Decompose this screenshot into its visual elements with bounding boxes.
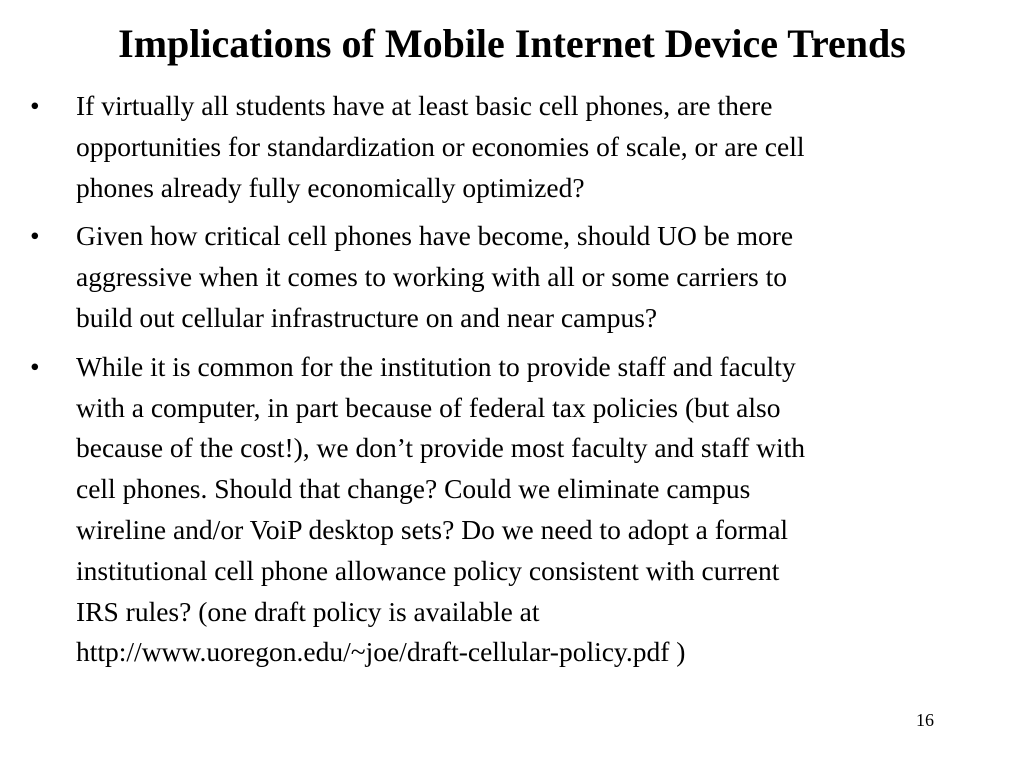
bullet-text-line: cell phones. Should that change? Could we eliminate campus (76, 473, 751, 505)
bullet-text-line: with a computer, in part because of federal tax policies (but also (76, 391, 781, 423)
bullet-text-line: If virtually all students have at least basic cell phones, are there (76, 90, 773, 121)
bullet-text-line: Given how critical cell phones have become, should UO be more (76, 220, 794, 252)
bullet-item-2 (28, 216, 988, 338)
bullet-text-line: While it is common for the institution to provide staff and faculty (76, 350, 796, 382)
bullet-item-1 (28, 86, 988, 208)
page-number: 16 (916, 710, 934, 730)
bullet-text-line: aggressive when it comes to working with all or some carriers to (76, 261, 787, 293)
bullet-text-line: phones already fully economically optimized? (76, 171, 585, 203)
bullet-list (28, 86, 988, 681)
bullet-text-line: build out cellular infrastructure on and near campus? (76, 301, 658, 333)
slide-title: Implications of Mobile Internet Device Trends (118, 21, 906, 66)
bullet-icon: • (30, 90, 40, 121)
bullet-text-line: because of the cost!), we don’t provide most faculty and staff with (76, 432, 806, 464)
bullet-text-line: http://www.uoregon.edu/~joe/draft-cellular-policy.pdf ) (76, 636, 686, 668)
bullet-icon: • (30, 350, 40, 382)
bullet-icon: • (30, 220, 40, 252)
bullet-text-line: institutional cell phone allowance policy consistent with current (76, 554, 780, 586)
bullet-text-line: opportunities for standardization or economies of scale, or are cell (76, 130, 805, 162)
bullet-item-3 (28, 347, 988, 673)
bullet-text-line: wireline and/or VoiP desktop sets? Do we need to adopt a formal (76, 513, 789, 545)
bullet-text-line: IRS rules? (one draft policy is available at (76, 595, 540, 627)
